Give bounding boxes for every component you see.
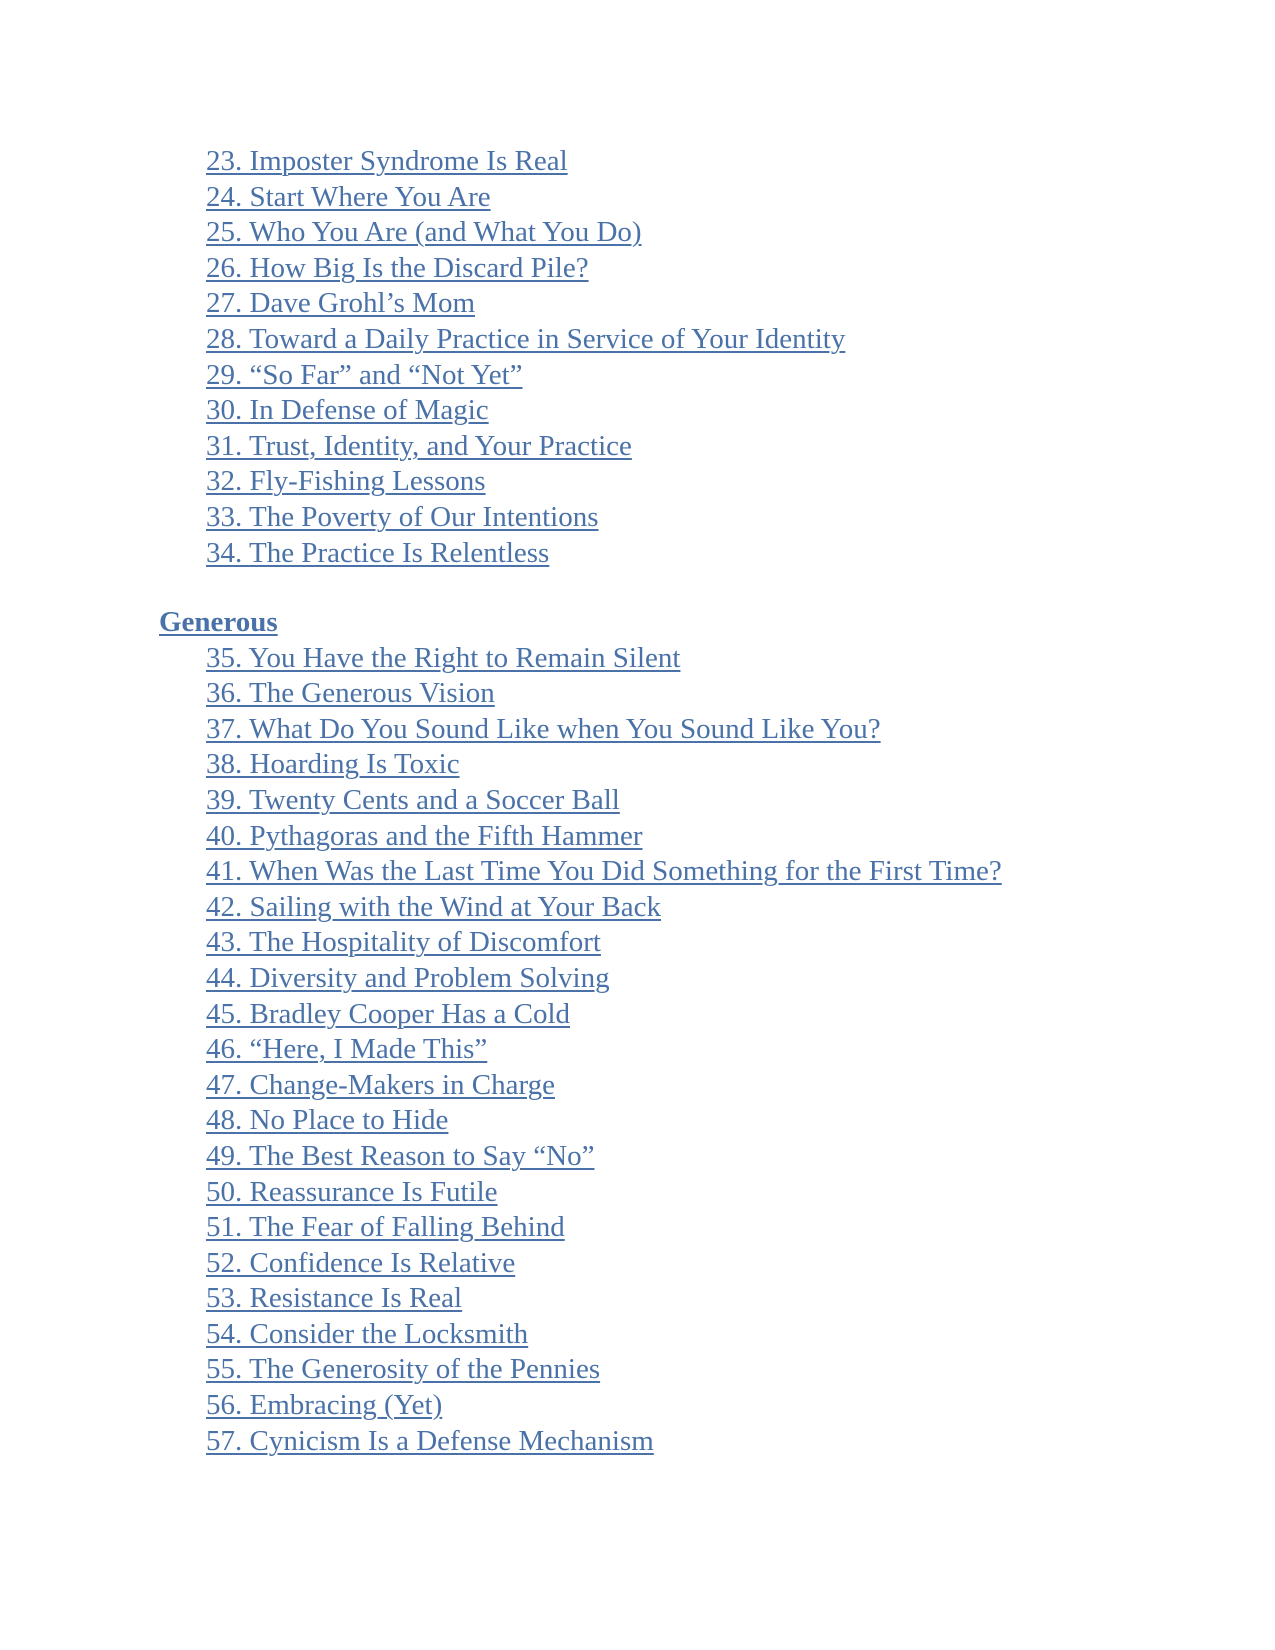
toc-link[interactable]: 38. Hoarding Is Toxic: [206, 748, 460, 781]
toc-link[interactable]: 48. No Place to Hide: [206, 1104, 449, 1137]
toc-link[interactable]: 27. Dave Grohl’s Mom: [206, 287, 476, 320]
toc-link[interactable]: 35. You Have the Right to Remain Silent: [206, 641, 681, 674]
toc-link[interactable]: 55. The Generosity of the Pennies: [206, 1353, 601, 1386]
toc-link[interactable]: 31. Trust, Identity, and Your Practice: [206, 429, 632, 462]
toc-link[interactable]: 57. Cynicism Is a Defense Mechanism: [206, 1424, 654, 1457]
toc-link[interactable]: 51. The Fear of Falling Behind: [206, 1211, 565, 1244]
toc-link[interactable]: 24. Start Where You Are: [206, 180, 491, 213]
toc-link[interactable]: 39. Twenty Cents and a Soccer Ball: [206, 783, 620, 816]
toc-link[interactable]: 53. Resistance Is Real: [206, 1282, 463, 1315]
toc-link[interactable]: 34. The Practice Is Relentless: [206, 536, 550, 569]
toc-link[interactable]: 28. Toward a Daily Practice in Service of Your Identity: [206, 322, 846, 355]
toc-link[interactable]: 45. Bradley Cooper Has a Cold: [206, 997, 571, 1030]
toc-link[interactable]: 37. What Do You Sound Like when You Sound Like You?: [206, 712, 881, 745]
toc-link[interactable]: 40. Pythagoras and the Fifth Hammer: [206, 819, 643, 852]
toc-link[interactable]: 50. Reassurance Is Futile: [206, 1175, 498, 1208]
toc-link[interactable]: 43. The Hospitality of Discomfort: [206, 926, 601, 959]
toc-link[interactable]: 42. Sailing with the Wind at Your Back: [206, 890, 662, 923]
section-heading[interactable]: Generous: [159, 606, 278, 638]
toc-link[interactable]: 36. The Generous Vision: [206, 677, 495, 710]
toc-link[interactable]: 30. In Defense of Magic: [206, 394, 489, 427]
toc-link[interactable]: 56. Embracing (Yet): [206, 1389, 443, 1422]
toc-link[interactable]: 49. The Best Reason to Say “No”: [206, 1139, 595, 1172]
toc-link[interactable]: 25. Who You Are (and What You Do): [206, 216, 642, 249]
toc-link[interactable]: 26. How Big Is the Discard Pile?: [206, 251, 589, 284]
toc-link[interactable]: 44. Diversity and Problem Solving: [206, 961, 610, 994]
toc-link[interactable]: 47. Change-Makers in Charge: [206, 1068, 555, 1101]
toc-link[interactable]: 23. Imposter Syndrome Is Real: [206, 145, 568, 177]
toc-link[interactable]: 29. “So Far” and “Not Yet”: [206, 358, 523, 391]
toc-list-top: [0, 144, 1275, 571]
toc-link[interactable]: 46. “Here, I Made This”: [206, 1033, 488, 1066]
toc-link[interactable]: 52. Confidence Is Relative: [206, 1246, 516, 1279]
toc-link[interactable]: 33. The Poverty of Our Intentions: [206, 500, 599, 533]
toc-section-generous: [0, 605, 1275, 1459]
toc-link[interactable]: 54. Consider the Locksmith: [206, 1317, 529, 1350]
toc-link[interactable]: 41. When Was the Last Time You Did Something for the First Time?: [206, 855, 1002, 888]
toc-link[interactable]: 32. Fly-Fishing Lessons: [206, 465, 486, 498]
